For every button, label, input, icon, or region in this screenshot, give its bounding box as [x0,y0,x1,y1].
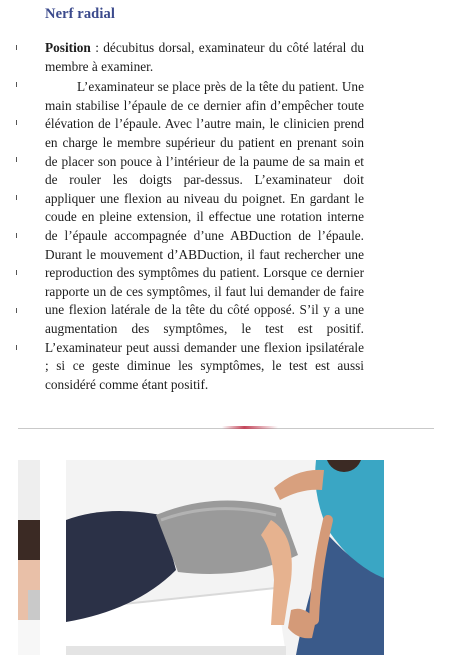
text-block [45,39,364,394]
position-paragraph [45,39,364,76]
position-separator: : [90,40,104,55]
margin-marks [16,45,20,375]
description-paragraph: L’examinateur se place près de la tête du patient. Une main stabilise l’épaule de ce dernier afin d’empêcher toute élévation de l’épaule. Avec l’autre main, le clinicien prend en charge le membre supérieur du patient en prenant soin de placer son pouce à l’intérieur de la paume de sa main et de rouler les doigts par-dessus. L’examinateur doit appliquer une flexion au niveau du poignet. En gardant le coude en pleine extension, il effectue une rotation interne de l’épaule accompagnée d’une ABDuction de l’épaule. Durant le mouvement d’ABDuction, il faut rechercher une reproduction des symptômes du patient. Lorsque ce dernier rapporte un de ces symptômes, il faut lui demander de faire une flexion latérale de la tête du côté opposé. S’il y a une augmentation des symptômes, le test est positif. L’examinateur peut aussi demander une flexion ipsilatérale ; si ce geste diminue les symptômes, le test est aussi considéré comme étant positif. [45,79,364,392]
clinical-photo [66,460,384,655]
section-title: Nerf radial [45,6,115,22]
divider-accent [222,426,278,429]
position-text: décubitus dorsal, examinateur du côté latéral du membre à examiner. [45,40,364,74]
position-label: Position [45,40,91,55]
cropped-photo [18,460,40,655]
